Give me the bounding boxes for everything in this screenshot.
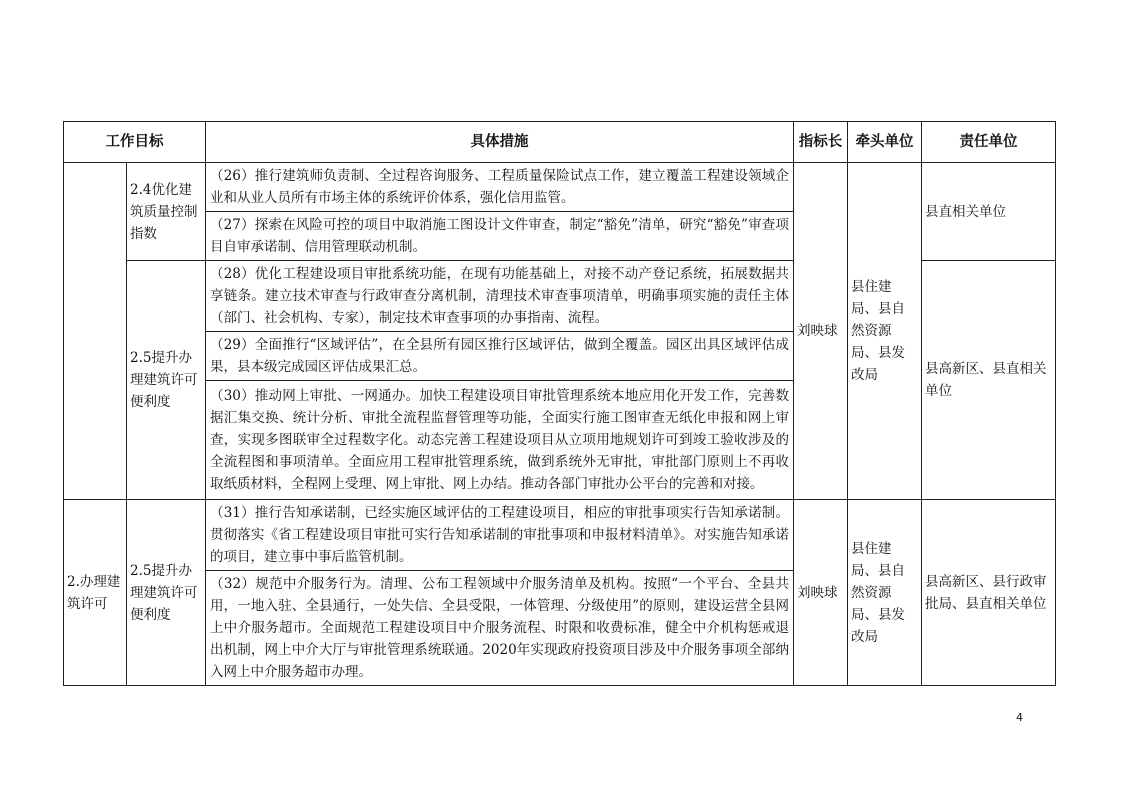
target-cell: 2.4优化建筑质量控制指数 bbox=[127, 163, 206, 261]
goal-cell bbox=[64, 163, 127, 500]
header-lead-unit: 牵头单位 bbox=[848, 122, 922, 163]
table-row bbox=[64, 500, 1056, 571]
target-cell: 2.5提升办理建筑许可便利度 bbox=[127, 500, 206, 686]
page-number: 4 bbox=[1016, 711, 1023, 724]
table-row bbox=[64, 163, 1056, 212]
indicator-leader-cell: 刘映球 bbox=[794, 163, 848, 500]
measure-31: （31）推行告知承诺制，已经实施区域评估的工程建设项目，相应的审批事项实行告知承诺制。贯彻落实《省工程建设项目审批可实行告知承诺制的审批事项和申报材料清单》。对实施告知承诺的项目，建立事中事后监管机制。 bbox=[206, 500, 794, 571]
measure-29: （29）全面推行“区域评估”，在全县所有园区推行区域评估，做到全覆盖。园区出具区域评估成果，县本级完成园区评估成果汇总。 bbox=[206, 332, 794, 381]
header-row bbox=[64, 122, 1056, 163]
measure-30: （30）推动网上审批、一网通办。加快工程建设项目审批管理系统本地应用化开发工作，完善数据汇集交换、统计分析、审批全流程监督管理等功能，全面实行施工图审查无纸化申报和网上审查，实现多图联审全过程数字化。动态完善工程建设项目从立项用地规划许可到竣工验收涉及的全流程图和事项清单。全面应用工程审批管理系统，做到系统外无审批，审批部门原则上不再收取纸质材料，全程网上受理、网上审批、网上办结。推动各部门审批办公平台的完善和对接。 bbox=[206, 381, 794, 500]
goal-cell: 2.办理建筑许可 bbox=[64, 500, 127, 686]
header-responsible-unit: 责任单位 bbox=[922, 122, 1056, 163]
measure-32: （32）规范中介服务行为。清理、公布工程领域中介服务清单及机构。按照“一个平台、全县共用，一地入驻、全县通行，一处失信、全县受限，一体管理、分级使用”的原则，建设运营全县网上中介服务超市。全面规范工程建设项目中介服务流程、时限和收费标准，健全中介机构惩戒退出机制，网上中介大厅与审批管理系统联通。2020年实现政府投资项目涉及中介服务事项全部纳入网上中介服务超市办理。 bbox=[206, 571, 794, 686]
measure-26: （26）推行建筑师负责制、全过程咨询服务、工程质量保险试点工作，建立覆盖工程建设领域企业和从业人员所有市场主体的系统评价体系，强化信用监管。 bbox=[206, 163, 794, 212]
indicator-leader-cell: 刘映球 bbox=[794, 500, 848, 686]
target-cell: 2.5提升办理建筑许可便利度 bbox=[127, 261, 206, 500]
header-work-goal: 工作目标 bbox=[64, 122, 206, 163]
responsible-unit-cell: 县高新区、县行政审批局、县直相关单位 bbox=[922, 500, 1056, 686]
measure-27: （27）探索在风险可控的项目中取消施工图设计文件审查，制定“豁免”清单，研究“豁免”审查项目自审承诺制、信用管理联动机制。 bbox=[206, 212, 794, 261]
measures-table bbox=[63, 121, 1056, 686]
measure-28: （28）优化工程建设项目审批系统功能，在现有功能基础上，对接不动产登记系统，拓展数据共享链条。建立技术审查与行政审查分离机制，清理技术审查事项清单，明确事项实施的责任主体（部门、社会机构、专家），制定技术审查事项的办事指南、流程。 bbox=[206, 261, 794, 332]
header-indicator-leader: 指标长 bbox=[794, 122, 848, 163]
responsible-unit-cell: 县直相关单位 bbox=[922, 163, 1056, 261]
lead-unit-cell: 县住建局、县自然资源局、县发改局 bbox=[848, 500, 922, 686]
lead-unit-cell: 县住建局、县自然资源局、县发改局 bbox=[848, 163, 922, 500]
header-measures: 具体措施 bbox=[206, 122, 794, 163]
responsible-unit-cell: 县高新区、县直相关单位 bbox=[922, 261, 1056, 500]
